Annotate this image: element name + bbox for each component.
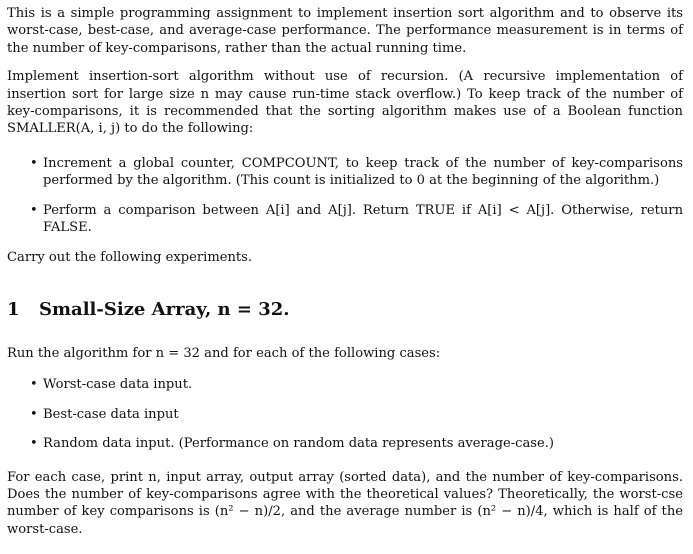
bullet-text: Worst-case data input. [43, 377, 193, 393]
run-text: Run the algorithm for n = 32 and for each of the following cases: [7, 345, 441, 361]
final-paragraph: For each case, print n, input array, output array (sorted data), and the number of key-comparisons. Does the number of key-comparisons agree with the theoretical values? Theoretically, the worst-cse number of key comparisons is (n² − n)/2, and the average number is (n² − n)/4, which is half of the worst-case. [7, 469, 683, 537]
function-bullet-list [7, 155, 683, 237]
implement-paragraph: Implement insertion-sort algorithm without use of recursion. (A recursive implementation of insertion sort for large size n may cause run-time stack overflow.) To keep track of the number of key-comparisons, it is recommended that the sorting algorithm makes use of a Boolean function SMALLER(A, i, j) to do the following: [7, 69, 683, 137]
case-bullet-item [7, 406, 683, 423]
bullet-text: Perform a comparison between A[i] and A[j]. Return TRUE if A[i] < A[j]. Otherwise, return FALSE. [43, 202, 683, 236]
bullet-text: Best-case data input [43, 406, 179, 422]
case-bullet-item [7, 376, 683, 393]
bullet-icon: • [30, 436, 38, 452]
assignment-page [7, 5, 683, 538]
bullet-text: Random data input. (Performance on random data represents average-case.) [43, 436, 555, 452]
function-bullet-item [7, 202, 683, 237]
case-bullet-item [7, 435, 683, 452]
bullet-icon: • [30, 406, 38, 422]
section-title-text: Small-Size Array, n = 32. [39, 298, 290, 320]
bullet-icon: • [30, 155, 38, 171]
bullet-text: Increment a global counter, COMPCOUNT, to keep track of the number of key-comparisons performed by the algorithm. (This count is initialized to 0 at the beginning of the algorithm.) [43, 155, 683, 189]
section-heading [7, 299, 683, 321]
carry-out-text: Carry out the following experiments. [7, 250, 253, 266]
case-bullet-list [7, 376, 683, 452]
function-bullet-item [7, 155, 683, 190]
bullet-icon: • [30, 202, 38, 218]
bullet-icon: • [30, 377, 38, 393]
section-number: 1 [7, 298, 20, 320]
intro-paragraph: This is a simple programming assignment to implement insertion sort algorithm and to observe its worst-case, best-case, and average-case performance. The performance measurement is in terms of the number of key-comparisons, rather than the actual running time. [7, 6, 683, 56]
